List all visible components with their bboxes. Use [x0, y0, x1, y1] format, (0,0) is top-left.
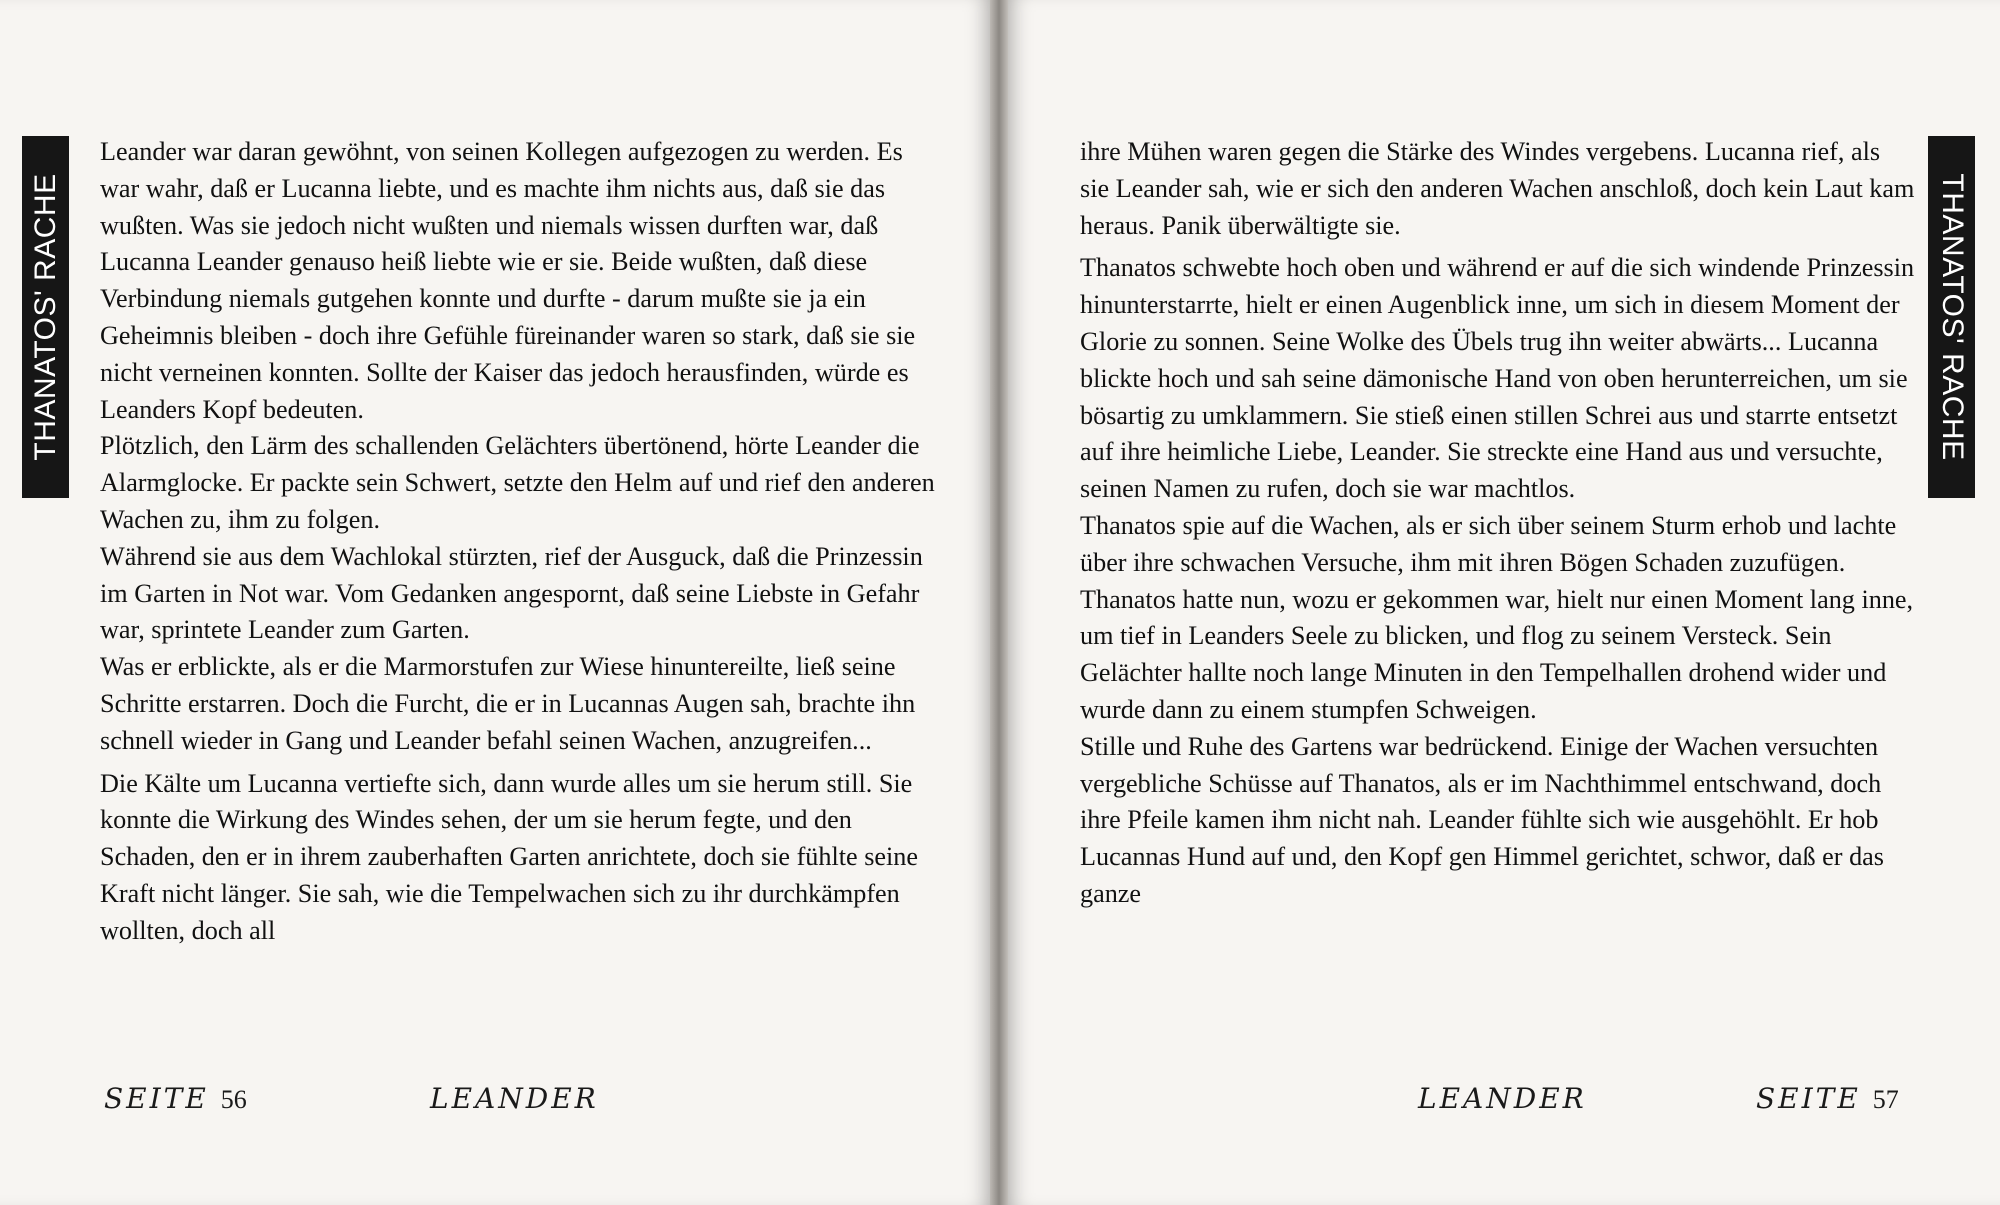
paragraph: Thanatos schwebte hoch oben und während er auf die sich windende Prinzessin hinunterstarrte, hielt er einen Augenblick inne, um sich in diesem Moment der Glorie zu sonnen. Seine Wolke des Übels trug ihn weiter abwärts... Lucanna blickte hoch und sah seine dämonische Hand von oben herunterreichen, um sie bösartig zu umklammern. Sie stieß einen stillen Schrei aus und starrte entsetzt auf ihre heimliche Liebe, Leander. Sie streckte eine Hand aus und versuchte, seinen Namen zu rufen, doch sie war machtlos.: [1080, 253, 1915, 504]
left-page-text: [100, 134, 940, 950]
page-number: 57: [1872, 1085, 1899, 1114]
running-title: LEANDER: [1418, 1082, 1587, 1115]
right-side-tab-label: THANATOS' RACHE: [1935, 173, 1969, 461]
paragraph: Die Kälte um Lucanna vertiefte sich, dann wurde alles um sie herum still. Sie konnte die Wirkung des Windes sehen, der um sie herum fegte, und den Schaden, den er in ihrem zauberhaften Garten anrichtete, doch sie fühlte seine Kraft nicht länger. Sie sah, wie die Tempelwachen sich zu ihr durchkämpfen wollten, doch all: [100, 768, 919, 945]
right-page-text: [1080, 134, 1915, 913]
book-gutter: [990, 0, 1008, 1205]
paragraph: Während sie aus dem Wachlokal stürzten, rief der Ausguck, daß die Prinzessin im Garten in Not war. Vom Gedanken angespornt, daß seine Liebste in Gefahr war, sprintete Leander zum Garten.: [100, 541, 923, 645]
running-title: LEANDER: [430, 1082, 599, 1115]
right-running-title: [1418, 1082, 1587, 1115]
left-running-title: [430, 1082, 599, 1115]
paragraph: ihre Mühen waren gegen die Stärke des Windes vergebens. Lucanna rief, als sie Leander sah, wie er sich den anderen Wachen anschloß, doch kein Laut kam heraus. Panik überwältigte sie.: [1080, 137, 1915, 240]
left-side-tab: [22, 136, 69, 498]
paragraph: Plötzlich, den Lärm des schallenden Gelächters übertönend, hörte Leander die Alarmglocke. Er packte sein Schwert, setzte den Helm auf und rief den anderen Wachen zu, ihm zu folgen.: [100, 431, 935, 534]
left-page-number: [104, 1082, 247, 1115]
right-page-number: [1756, 1082, 1899, 1115]
paragraph: Was er erblickte, als er die Marmorstufen zur Wiese hinuntereilte, ließ seine Schritte erstarren. Doch die Furcht, die er in Lucannas Augen sah, brachte ihn schnell wieder in Gang und Leander befahl seinen Wachen, anzugreifen...: [100, 652, 916, 755]
page-number: 56: [220, 1085, 247, 1114]
page-label: SEITE: [104, 1082, 209, 1115]
paragraph: Leander war daran gewöhnt, von seinen Kollegen aufgezogen zu werden. Es war wahr, daß er Lucanna liebte, und es machte ihm nichts aus, daß sie das wußten. Was sie jedoch nicht wußten und niemals wissen durften war, daß Lucanna Leander genauso heiß liebte wie er sie. Beide wußten, daß diese Verbindung niemals gutgehen konnte und durfte - darum mußte sie ja ein Geheimnis bleiben - doch ihre Gefühle füreinander waren so stark, daß sie sie nicht verneinen konnten. Sollte der Kaiser das jedoch herausfinden, würde es Leanders Kopf bedeuten.: [100, 137, 916, 424]
paragraph: Thanatos spie auf die Wachen, als er sich über seinem Sturm erhob und lachte über ihre schwachen Versuche, ihm mit ihren Bögen Schaden zuzufügen. Thanatos hatte nun, wozu er gekommen war, hielt nur einen Moment lang inne, um tief in Leanders Seele zu blicken, und flog zu seinem Versteck. Sein Gelächter hallte noch lange Minuten in den Tempelhallen drohend wider und wurde dann zu einem stumpfen Schweigen.: [1080, 510, 1914, 724]
left-side-tab-label: THANATOS' RACHE: [28, 173, 62, 461]
page-label: SEITE: [1756, 1082, 1861, 1115]
right-side-tab: [1928, 136, 1975, 498]
paragraph: Stille und Ruhe des Gartens war bedrückend. Einige der Wachen versuchten vergebliche Schüsse auf Thanatos, als er im Nachthimmel entschwand, doch ihre Pfeile kamen ihm nicht nah. Leander fühlte sich wie ausgehöhlt. Er hob Lucannas Hund auf und, den Kopf gen Himmel gerichtet, schwor, daß er das ganze: [1080, 731, 1884, 908]
